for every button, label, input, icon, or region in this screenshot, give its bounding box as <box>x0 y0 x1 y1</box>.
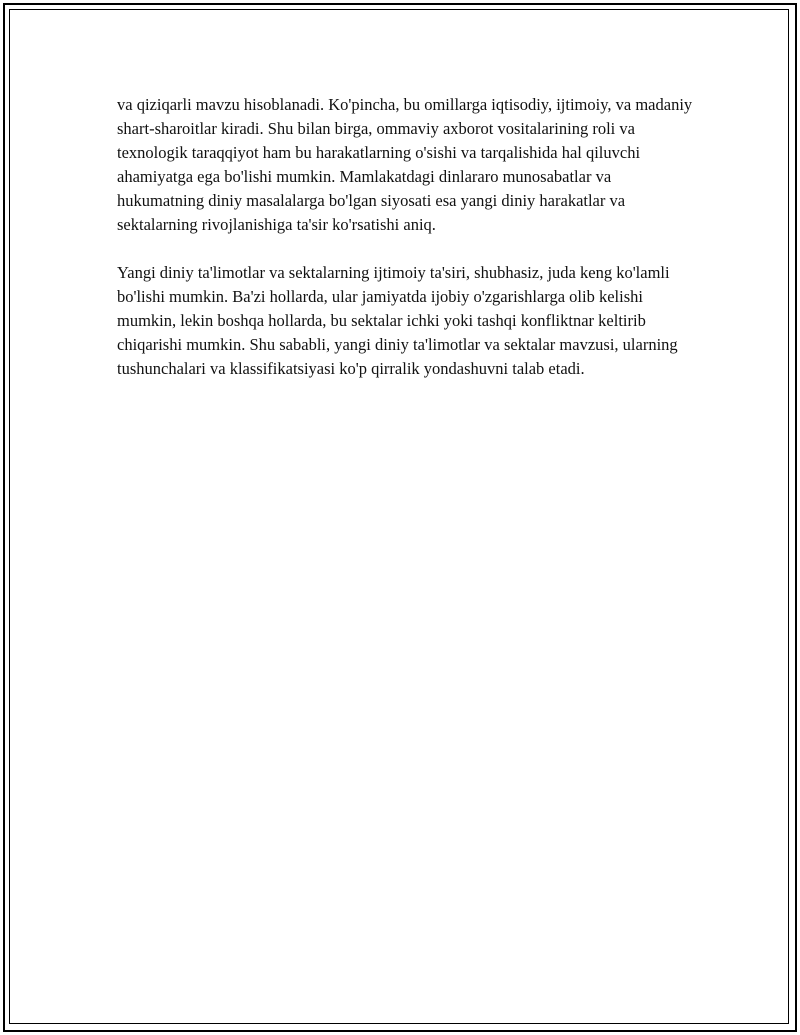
document-body <box>117 93 697 405</box>
paragraph-2: Yangi diniy ta'limotlar va sektalarning ijtimoiy ta'siri, shubhasiz, juda keng ko'lamli bo'lishi mumkin. Ba'zi hollarda, ular jamiyatda ijobiy o'zgarishlarga olib kelishi mumkin, lekin boshqa hollarda, bu sektalar ichki yoki tashqi konfliktnar keltirib chiqarishi mumkin. Shu sababli, yangi diniy ta'limotlar va sektalar mavzusi, ularning tushunchalari va klassifikatsiyasi ko'p qirralik yondashuvni talab etadi. <box>117 263 678 378</box>
paragraph-1: va qiziqarli mavzu hisoblanadi. Ko'pincha, bu omillarga iqtisodiy, ijtimoiy, va madaniy shart-sharoitlar kiradi. Shu bilan birga, ommaviy axborot vositalarining roli va texnologik taraqqiyot ham bu harakatlarning o'sishi va tarqalishida hal qiluvchi ahamiyatga ega bo'lishi mumkin. Mamlakatdagi dinlararo munosabatlar va hukumatning diniy masalalarga bo'lgan siyosati esa yangi diniy harakatlar va sektalarning rivojlanishiga ta'sir ko'rsatishi aniq. <box>117 95 693 234</box>
